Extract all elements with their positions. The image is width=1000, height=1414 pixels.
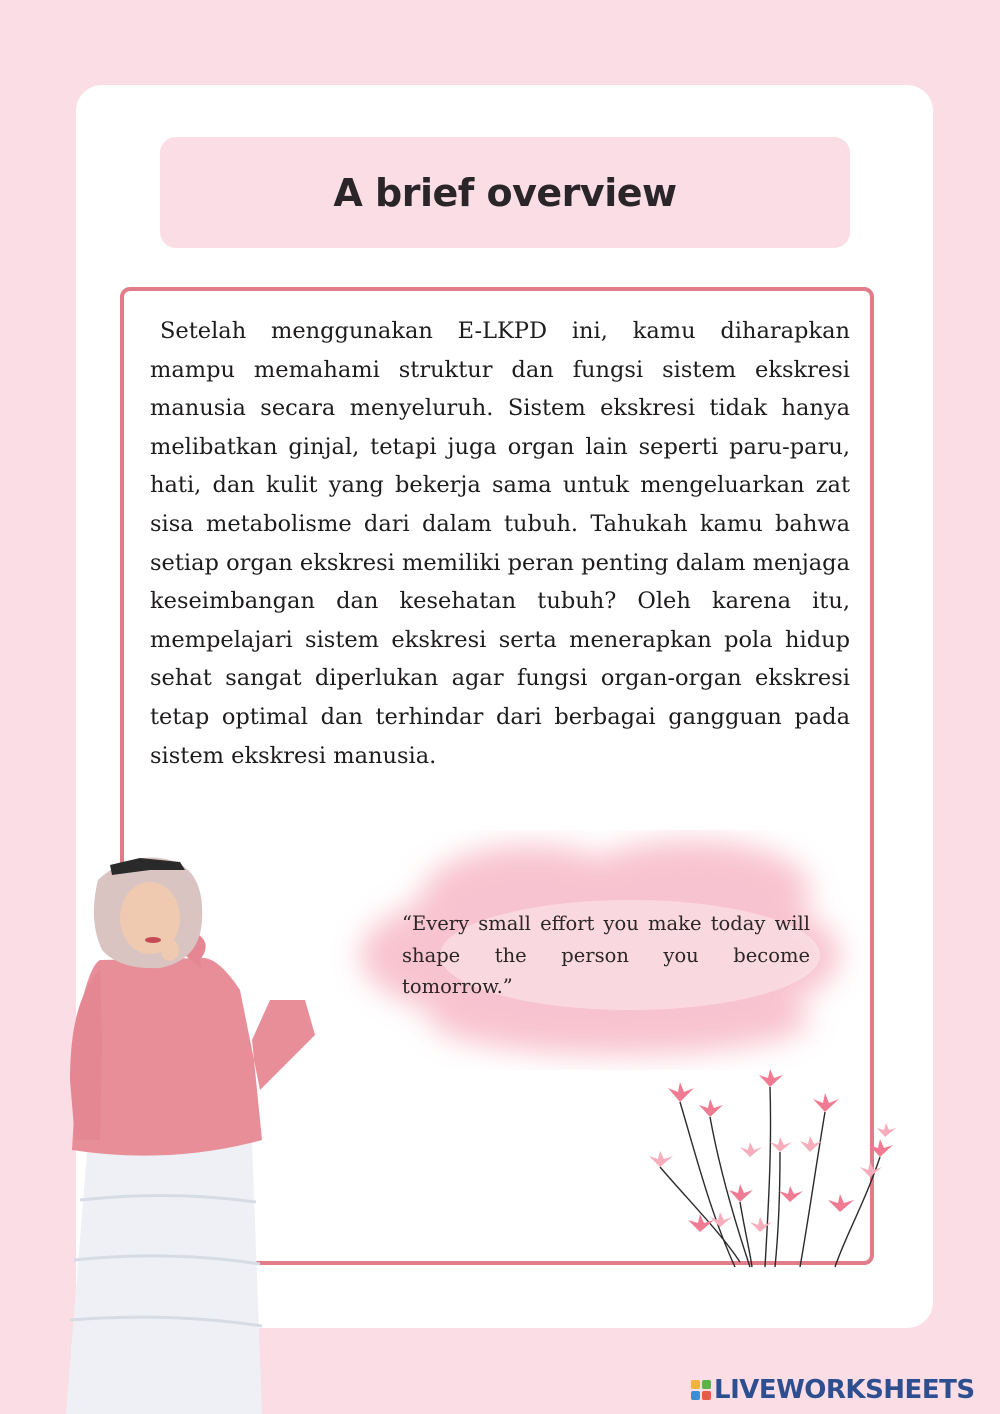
title-banner xyxy=(160,137,850,248)
motivational-quote: “Every small effort you make today will shape the person you become tomorrow.” xyxy=(402,912,810,998)
logo-mark-icon xyxy=(691,1380,711,1400)
flower-illustration xyxy=(640,1062,910,1274)
overview-paragraph: Setelah menggunakan E-LKPD ini, kamu diharapkan mampu memahami struktur dan fungsi sistem ekskresi manusia secara menyeluruh. Sistem ekskresi tidak hanya melibatkan ginjal, tetapi juga organ lain seperti paru-paru, hati, dan kulit yang bekerja sama untuk mengeluarkan zat sisa metabolisme dari dalam tubuh. Tahukah kamu bahwa setiap organ ekskresi memiliki peran penting dalam menjaga keseimbangan dan kesehatan tubuh? Oleh karena itu, mempelajari sistem ekskresi serta menerapkan pola hidup sehat sangat diperlukan agar fungsi organ-organ ekskresi tetap optimal dan terhindar dari berbagai gangguan pada sistem ekskresi manusia. xyxy=(150,318,850,769)
student-figure xyxy=(30,840,330,1414)
page-title: A brief overview xyxy=(333,170,677,215)
liveworksheets-logo xyxy=(691,1375,975,1405)
brand-name: LIVEWORKSHEETS xyxy=(714,1375,975,1405)
